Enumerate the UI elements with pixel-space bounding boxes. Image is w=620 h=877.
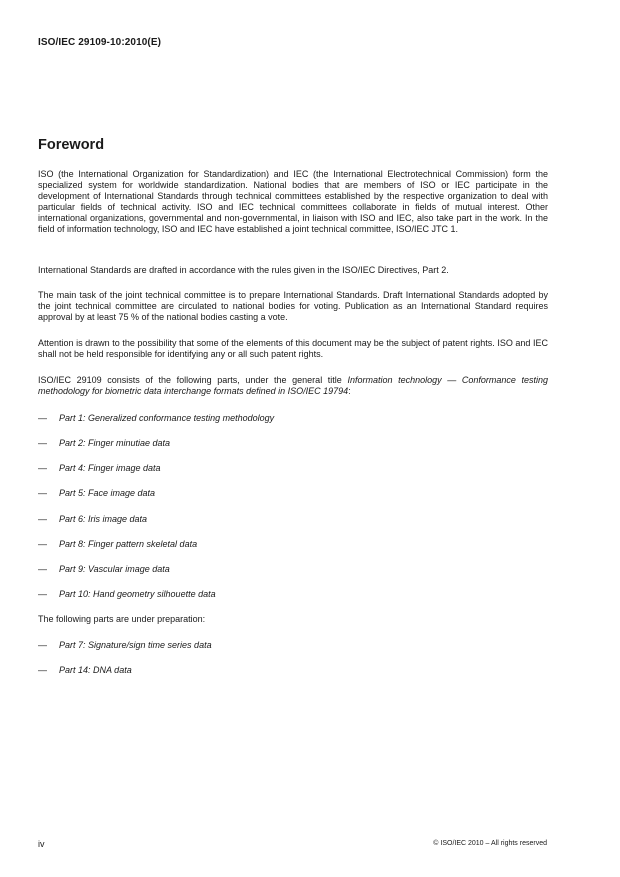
list-item-label: Part 9: Vascular image data xyxy=(59,564,170,574)
list-item-label: Part 6: Iris image data xyxy=(59,514,148,524)
list-item-label: Part 5: Face image data xyxy=(59,488,156,498)
list-item-part-4 xyxy=(38,463,161,474)
parts-intro-suffix: : xyxy=(348,386,351,396)
list-item-label: Part 4: Finger image data xyxy=(59,463,161,473)
paragraph-main-task: The main task of the joint technical committee is to prepare International Standards. Draft International Standards adopted by the joint technical committee are circulated to national bodies for voting. Publication as an International Standard requires approval by at least 75 % of the national bodies casting a vote. xyxy=(38,290,548,322)
dash-bullet: — xyxy=(38,539,47,549)
list-item-part-1 xyxy=(38,413,274,424)
list-item-part-14 xyxy=(38,665,132,676)
parts-intro-prefix: ISO/IEC 29109 consists of the following parts, under the general title xyxy=(38,375,348,385)
dash-bullet: — xyxy=(38,438,47,448)
dash-bullet: — xyxy=(38,564,47,574)
list-item-part-8 xyxy=(38,539,197,550)
list-item-part-2 xyxy=(38,438,170,449)
dash-bullet: — xyxy=(38,463,47,473)
dash-bullet: — xyxy=(38,665,47,675)
paragraph-patent-rights: Attention is drawn to the possibility that some of the elements of this document may be the subject of patent rights. ISO and IEC shall not be held responsible for identifying any or all such patent rights. xyxy=(38,338,548,359)
list-item-part-5 xyxy=(38,488,155,499)
list-item-label: Part 1: Generalized conformance testing methodology xyxy=(59,413,275,423)
dash-bullet: — xyxy=(38,488,47,498)
list-item-label: Part 7: Signature/sign time series data xyxy=(59,640,212,650)
list-item-part-6 xyxy=(38,514,147,525)
list-item-label: Part 2: Finger minutiae data xyxy=(59,438,171,448)
list-item-part-7 xyxy=(38,640,212,651)
list-item-label: Part 10: Hand geometry silhouette data xyxy=(59,589,216,599)
paragraph-parts-intro xyxy=(38,375,548,397)
dash-bullet: — xyxy=(38,514,47,524)
dash-bullet: — xyxy=(38,413,47,423)
general-title: Information technology — Conformance testing methodology for biometric data interchange formats defined in ISO/IEC 19794 xyxy=(38,375,548,396)
page-number: iv xyxy=(38,839,45,849)
paragraph-under-preparation: The following parts are under preparation: xyxy=(38,614,206,624)
dash-bullet: — xyxy=(38,589,47,599)
list-item-label: Part 8: Finger pattern skeletal data xyxy=(59,539,198,549)
list-item-part-10 xyxy=(38,589,216,600)
list-item-part-9 xyxy=(38,564,170,575)
paragraph-directives: International Standards are drafted in accordance with the rules given in the ISO/IEC Directives, Part 2. xyxy=(38,265,449,275)
dash-bullet: — xyxy=(38,640,47,650)
foreword-title: Foreword xyxy=(38,137,105,153)
list-item-label: Part 14: DNA data xyxy=(59,665,132,675)
paragraph-organizations: ISO (the International Organization for Standardization) and IEC (the International Electrotechnical Commission) form the specialized system for worldwide standardization. National bodies that are members of ISO or IEC participate in the development of International Standards through technical committees established by the respective organization to deal with particular fields of technical activity. ISO and IEC technical committees collaborate in fields of mutual interest. Other international organizations, governmental and non-governmental, in liaison with ISO and IEC, also take part in the work. In the field of information technology, ISO and IEC have established a joint technical committee, ISO/IEC JTC 1. xyxy=(38,169,548,234)
document-id-header: ISO/IEC 29109-10:2010(E) xyxy=(38,37,162,48)
copyright-notice: © ISO/IEC 2010 – All rights reserved xyxy=(433,840,547,847)
